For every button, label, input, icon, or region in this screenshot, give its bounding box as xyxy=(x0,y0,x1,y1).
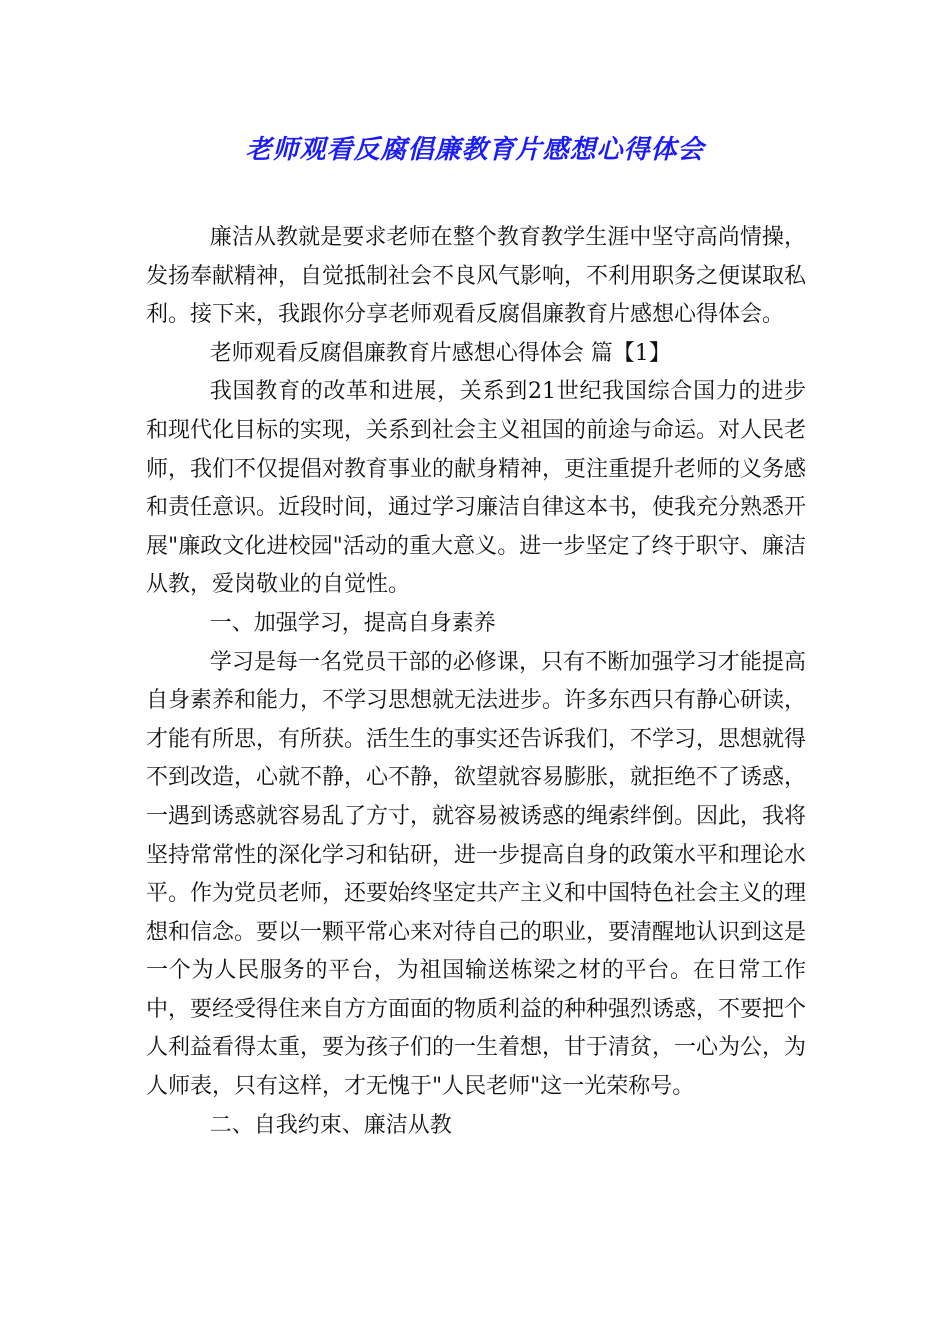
subheading-self-discipline: 二、自我约束、廉洁从教 xyxy=(209,1112,452,1138)
body-paragraph: 学习是每一名党员干部的必修课，只有不断加强学习才能提高自身素养和能力，不学习思想就无法进步。许多东西只有静心研读，才能有所思，有所获。活生生的事实还告诉我们，不学习，思想就得不到改造，心就不静，心不静，欲望就容易膨胀，就拒绝不了诱惑，一遇到诱惑就容易乱了方寸，就容易被诱惑的绳索绊倒。因此，我将坚持常常性的深化学习和钻研，进一步提高自身的政策水平和理论水平。作为党员老师，还要始终坚定共产主义和中国特色社会主义的理想和信念。要以一颗平常心来对待自己的职业，要清醒地认识到这是一个为人民服务的平台，为祖国输送栋梁之材的平台。在日常工作中，要经受得住来自方方面面的物质利益的种种强烈诱惑，不要把个人利益看得太重，要为孩子们的一生着想，甘于清贫，一心为公，为人师表，只有这样，才无愧于"人民老师"这一光荣称号。 xyxy=(146,649,807,1100)
document-title: 老师观看反腐倡廉教育片感想心得体会 xyxy=(245,135,705,165)
body-paragraph: 我国教育的改革和进展，关系到21世纪我国综合国力的进步和现代化目标的实现，关系到社会主义祖国的前途与命运。对人民老师，我们不仅提倡对教育事业的献身精神，更注重提升老师的义务感和责任意识。近段时间，通过学习廉洁自律这本书，使我充分熟悉开展"廉政文化进校园"活动的重大意义。进一步坚定了终于职守、廉洁从教，爱岗敬业的自觉性。 xyxy=(146,379,807,598)
subheading-study: 一、加强学习，提高自身素养 xyxy=(209,610,496,636)
intro-paragraph: 廉洁从教就是要求老师在整个教育教学生涯中坚守高尚情操，发扬奉献精神，自觉抵制社会不良风气影响，不利用职务之便谋取私利。接下来，我跟你分享老师观看反腐倡廉教育片感想心得体会。 xyxy=(146,225,807,328)
document-body xyxy=(146,219,806,1145)
section-heading-part-1: 老师观看反腐倡廉教育片感想心得体会 篇【1】 xyxy=(209,340,671,366)
